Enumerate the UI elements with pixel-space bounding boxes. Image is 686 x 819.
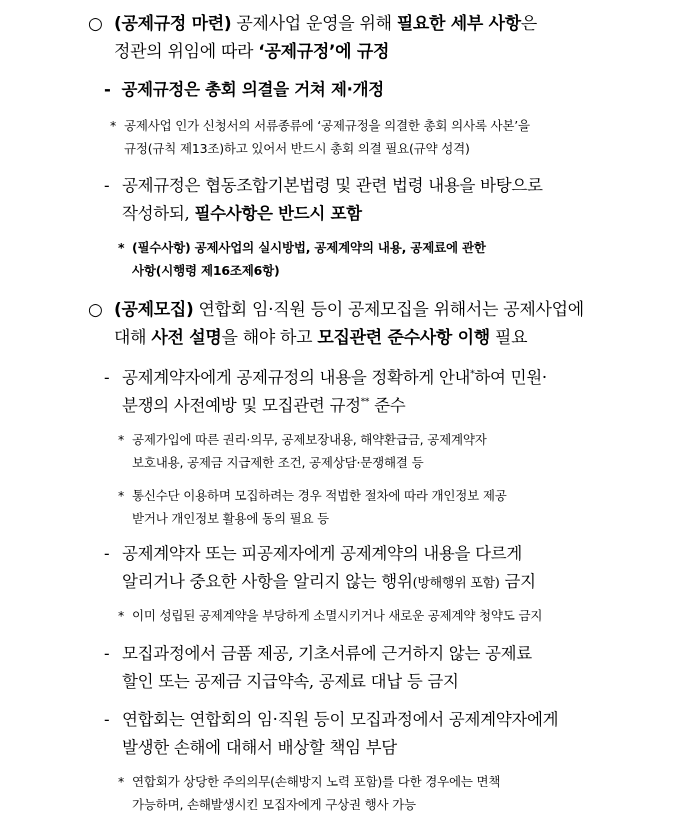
item-c-note-2-line-1: 통신수단 이용하며 모집하려는 경우 적법한 절차에 따라 개인정보 제공 bbox=[132, 488, 507, 503]
item-e-line-2: 할인 또는 공제금 지급약속, 공제료 대납 등 금지 bbox=[122, 672, 459, 691]
item-b-line-1: 공제규정은 협동조합기본법령 및 관련 법령 내용을 바탕으로 bbox=[122, 176, 543, 195]
asterisk-bullet: * bbox=[118, 774, 125, 789]
asterisk-bullet: * bbox=[118, 608, 125, 623]
item-a-note-line-2: 규정(규칙 제13조)하고 있어서 반드시 총회 의결 필요(규약 성격) bbox=[124, 141, 470, 156]
item-c-note-2 bbox=[118, 484, 608, 530]
bold-run-1: ‘공제규정’에 규정 bbox=[258, 42, 390, 62]
text-run-0: 정관의 위임에 따라 bbox=[114, 42, 259, 62]
text-run-2: 을 해야 하고 bbox=[221, 328, 318, 348]
item-e-line-1: 모집과정에서 금품 제공, 기초서류에 근거하지 않는 공제료 bbox=[122, 644, 532, 663]
section-2-line-2 bbox=[114, 324, 608, 352]
section-1-line-2 bbox=[114, 38, 608, 66]
dash-bullet: - bbox=[104, 368, 110, 387]
dash-bullet: - bbox=[104, 176, 110, 195]
item-c-note-1-line-2: 보호내용, 공제금 지급제한 조건, 공제상담·문쟁해결 등 bbox=[132, 455, 424, 470]
bold-run-0: (공제모집) bbox=[114, 300, 194, 320]
text-run-3: 은 bbox=[520, 14, 538, 34]
section-1-line-1 bbox=[114, 10, 608, 38]
item-a-note-line-1: 공제사업 인가 신청서의 서류종류에 ‘공제규정을 의결한 총회 의사록 사본’을 bbox=[124, 118, 530, 133]
bold-run-3: 모집관련 준수사항 이행 bbox=[317, 328, 490, 348]
text-run-1: 연합회 임·직원 등이 공제모집을 위해서는 공제사업에 bbox=[193, 300, 584, 320]
section-2 bbox=[88, 296, 608, 352]
item-f-line-1: 연합회는 연합회의 임·직원 등이 모집과정에서 공제계약자에게 bbox=[122, 710, 559, 729]
item-f-note-line-1: 연합회가 상당한 주의의무(손해방지 노력 포함)를 다한 경우에는 면책 bbox=[132, 774, 501, 789]
item-b-note-line-1: (필수사항) 공제사업의 실시방법, 공제계약의 내용, 공제료에 관한 bbox=[132, 240, 486, 255]
item-b-note bbox=[118, 236, 608, 282]
item-f bbox=[104, 706, 608, 762]
item-c-line-2: 분쟁의 사전예방 및 모집관련 규정** 준수 bbox=[122, 396, 406, 415]
dash-bullet: - bbox=[104, 544, 110, 563]
item-d-note-line-1: 이미 성립된 공제계약을 부당하게 소멸시키거나 새로운 공제계약 청약도 금지 bbox=[132, 608, 543, 623]
item-b bbox=[104, 172, 608, 228]
text-run-1: 공제사업 운영을 위해 bbox=[231, 14, 397, 34]
item-d-line-1: 공제계약자 또는 피공제자에게 공제계약의 내용을 다르게 bbox=[122, 544, 523, 563]
asterisk-bullet: * bbox=[118, 432, 125, 447]
item-c-note-1 bbox=[118, 428, 608, 474]
item-d bbox=[104, 540, 608, 598]
asterisk-bullet: * bbox=[118, 488, 125, 503]
item-a-text: 공제규정은 총회 의결을 거쳐 제·개정 bbox=[121, 80, 384, 99]
section-2-line-1 bbox=[114, 296, 608, 324]
item-d-note bbox=[118, 604, 608, 627]
item-f-note bbox=[118, 770, 608, 816]
bold-run-2: 필요한 세부 사항 bbox=[396, 14, 521, 34]
bold-run-1: 사전 설명 bbox=[151, 328, 222, 348]
item-e bbox=[104, 640, 608, 696]
item-f-line-2: 발생한 손해에 대해서 배상할 책임 부담 bbox=[122, 738, 397, 757]
circle-bullet-icon: ○ bbox=[88, 14, 103, 34]
text-run-4: 필요 bbox=[489, 328, 528, 348]
item-c bbox=[104, 364, 608, 420]
item-d-line-2: 알리거나 중요한 사항을 알리지 않는 행위(방해행위 포함) 금지 bbox=[122, 572, 536, 591]
item-a bbox=[104, 76, 608, 104]
item-b-line-2: 작성하되, 필수사항은 반드시 포함 bbox=[122, 204, 362, 223]
text-run-0: 대해 bbox=[114, 328, 152, 348]
item-c-note-1-line-1: 공제가입에 따른 권리·의무, 공제보장내용, 해약환급금, 공제계약자 bbox=[132, 432, 487, 447]
item-b-note-line-2: 사항(시행령 제16조제6항) bbox=[132, 263, 280, 278]
section-1 bbox=[88, 10, 608, 66]
item-c-note-2-line-2: 받거나 개인정보 활용에 동의 필요 등 bbox=[132, 511, 329, 526]
item-f-note-line-2: 가능하며, 손해발생시킨 모집자에게 구상권 행사 가능 bbox=[132, 797, 416, 812]
dash-bullet: - bbox=[104, 710, 110, 729]
asterisk-bullet: * bbox=[118, 240, 125, 255]
item-a-note bbox=[110, 114, 608, 160]
dash-bullet: - bbox=[104, 644, 110, 663]
bold-run-0: (공제규정 마련) bbox=[114, 14, 232, 34]
item-c-line-1: 공제계약자에게 공제규정의 내용을 정확하게 안내*하여 민원· bbox=[122, 368, 547, 387]
asterisk-bullet: * bbox=[110, 118, 117, 133]
dash-bullet: - bbox=[104, 80, 111, 99]
circle-bullet-icon: ○ bbox=[88, 300, 103, 320]
